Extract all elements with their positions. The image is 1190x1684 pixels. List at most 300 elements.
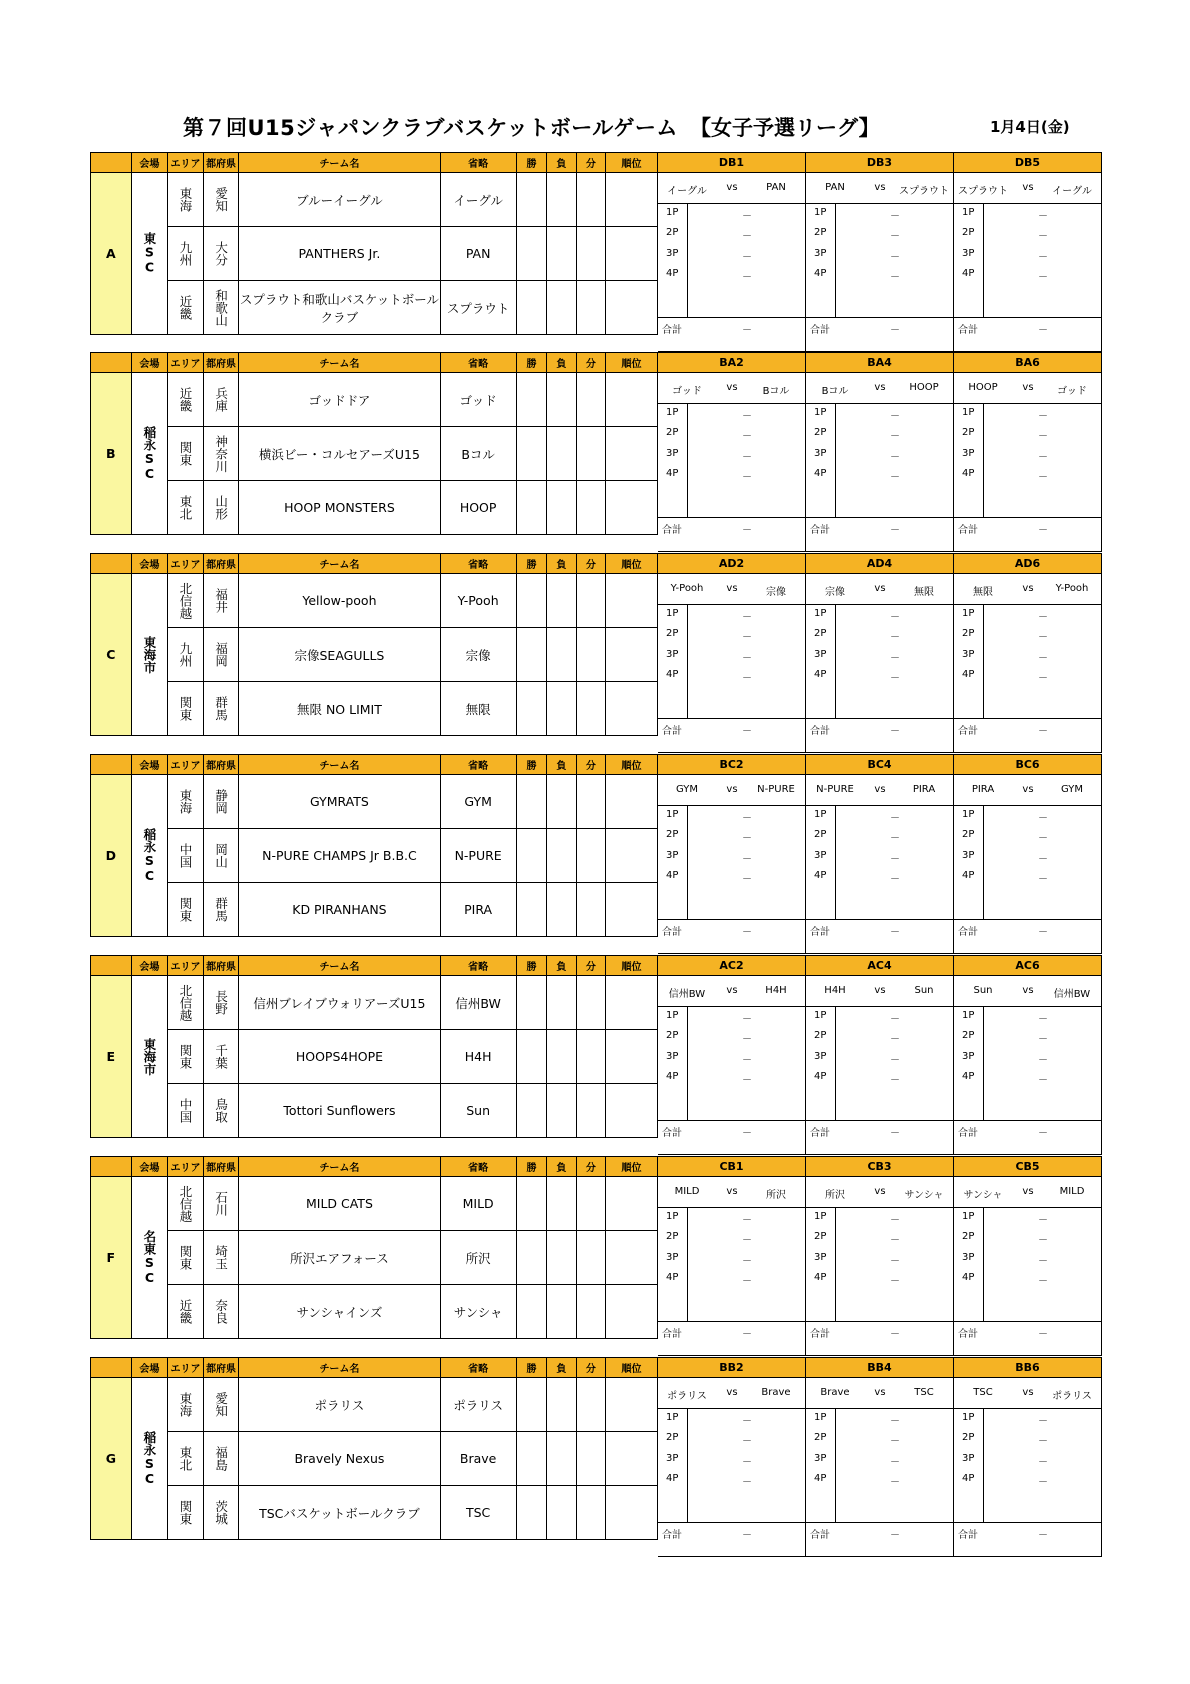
total-dash: － xyxy=(890,1329,900,1340)
period-row xyxy=(806,605,954,625)
loss-cell xyxy=(547,1231,576,1285)
score-dash: － xyxy=(742,1436,752,1447)
period-row xyxy=(658,1409,806,1429)
event-date: 1月4日(金) xyxy=(990,118,1070,136)
group-header xyxy=(91,1157,132,1177)
score-dash: － xyxy=(1038,1055,1048,1066)
pref-name: 千葉 xyxy=(213,1044,229,1069)
home-team: PAN xyxy=(825,182,845,193)
total-row xyxy=(806,719,953,739)
draw-cell xyxy=(576,1030,605,1084)
game-code: DB5 xyxy=(954,153,1101,173)
matchup-row xyxy=(954,173,1101,204)
matchup-row xyxy=(806,173,953,204)
period-label: 3P xyxy=(666,448,679,459)
score-dash: － xyxy=(742,1235,752,1246)
period-label: 2P xyxy=(814,829,827,840)
area-name: 中国 xyxy=(178,1098,193,1123)
abbr-header: 省略 xyxy=(440,353,516,373)
area-name: 近畿 xyxy=(178,1299,193,1324)
team-row xyxy=(91,1177,658,1231)
draw-cell xyxy=(576,775,605,829)
team-header: チーム名 xyxy=(239,153,440,173)
pref-cell xyxy=(203,427,239,481)
period-label: 2P xyxy=(814,227,827,238)
total-row xyxy=(954,318,1101,338)
game-box xyxy=(954,152,1102,352)
period-row xyxy=(658,1269,806,1289)
total-label: 合計 xyxy=(810,1530,830,1541)
period-scores xyxy=(954,1007,1101,1121)
period-label: 3P xyxy=(962,1051,975,1062)
venue-header: 会場 xyxy=(131,153,168,173)
matchup-row xyxy=(658,173,805,204)
game-box xyxy=(658,754,806,954)
loss-cell xyxy=(547,1177,576,1231)
pref-name: 福井 xyxy=(213,588,229,613)
period-label: 3P xyxy=(962,448,975,459)
period-row xyxy=(806,204,954,224)
game-code: BC4 xyxy=(806,755,953,775)
game-code: AD4 xyxy=(806,554,953,574)
area-cell xyxy=(168,1177,204,1231)
area-cell xyxy=(168,173,204,227)
rank-header: 順位 xyxy=(606,554,658,574)
loss-header: 負 xyxy=(547,554,576,574)
total-dash: － xyxy=(1038,525,1048,536)
venue-cell xyxy=(131,775,168,937)
rank-cell xyxy=(606,1084,658,1138)
pref-cell xyxy=(203,976,239,1030)
score-dash: － xyxy=(1038,833,1048,844)
total-label: 合計 xyxy=(958,325,978,336)
venue-name: 稲永SC xyxy=(141,828,157,883)
team-row xyxy=(91,281,658,335)
score-dash: － xyxy=(890,1477,900,1488)
draw-header: 分 xyxy=(576,1358,605,1378)
score-dash: － xyxy=(742,1457,752,1468)
away-team: GYM xyxy=(1061,784,1083,795)
pref-name: 鳥取 xyxy=(213,1098,229,1123)
score-dash: － xyxy=(890,1256,900,1267)
period-label: 2P xyxy=(666,829,679,840)
period-row xyxy=(806,1409,954,1429)
period-row xyxy=(806,265,954,285)
vs-label: vs xyxy=(874,182,886,193)
matchup-row xyxy=(806,574,953,605)
score-dash: － xyxy=(1038,653,1048,664)
period-row xyxy=(806,1228,954,1248)
standings-table xyxy=(90,1357,658,1540)
score-dash: － xyxy=(890,472,900,483)
period-row xyxy=(658,625,806,645)
vs-label: vs xyxy=(1022,784,1034,795)
team-name: 横浜ビー・コルセアーズU15 xyxy=(239,427,440,481)
period-label: 3P xyxy=(666,649,679,660)
win-header: 勝 xyxy=(516,1358,546,1378)
pref-cell xyxy=(203,281,239,335)
period-label: 1P xyxy=(962,608,975,619)
period-row xyxy=(658,1048,806,1068)
team-name: 無限 NO LIMIT xyxy=(239,682,440,736)
home-team: Brave xyxy=(820,1387,850,1398)
total-row xyxy=(658,1523,805,1543)
loss-header: 負 xyxy=(547,1157,576,1177)
team-abbr: スプラウト xyxy=(440,281,516,335)
period-label: 2P xyxy=(962,1432,975,1443)
period-label: 2P xyxy=(814,1432,827,1443)
period-label: 1P xyxy=(962,1211,975,1222)
team-row xyxy=(91,883,658,937)
score-dash: － xyxy=(890,1014,900,1025)
score-dash: － xyxy=(890,1457,900,1468)
score-dash: － xyxy=(1038,854,1048,865)
rank-cell xyxy=(606,682,658,736)
total-dash: － xyxy=(1038,1329,1048,1340)
period-row xyxy=(658,465,806,485)
total-label: 合計 xyxy=(662,1128,682,1139)
period-label: 4P xyxy=(666,1473,679,1484)
score-dash: － xyxy=(742,1215,752,1226)
home-team: 所沢 xyxy=(825,1190,845,1201)
team-abbr: イーグル xyxy=(440,173,516,227)
vs-label: vs xyxy=(874,382,886,393)
games-area xyxy=(658,152,1102,352)
game-box xyxy=(658,1357,806,1557)
venue-name: 東海市 xyxy=(141,635,157,674)
home-team: N-PURE xyxy=(816,784,854,795)
period-label: 3P xyxy=(666,1453,679,1464)
team-name: ゴッドドア xyxy=(239,373,440,427)
pref-name: 静岡 xyxy=(213,789,229,814)
game-code: BB6 xyxy=(954,1358,1101,1378)
matchup-row xyxy=(658,1177,805,1208)
team-row xyxy=(91,427,658,481)
pref-name: 長野 xyxy=(213,990,229,1015)
games-area xyxy=(658,1357,1102,1557)
period-row xyxy=(954,224,1102,244)
period-label: 3P xyxy=(962,850,975,861)
group-header xyxy=(91,153,132,173)
total-label: 合計 xyxy=(662,1530,682,1541)
pref-name: 福島 xyxy=(213,1446,229,1471)
area-name: 東海 xyxy=(178,1392,193,1417)
score-dash: － xyxy=(742,673,752,684)
group-label: E xyxy=(91,976,132,1138)
period-row xyxy=(806,867,954,887)
loss-cell xyxy=(547,1486,576,1540)
area-header: エリア xyxy=(168,353,204,373)
period-label: 2P xyxy=(962,427,975,438)
rank-cell xyxy=(606,173,658,227)
period-label: 4P xyxy=(962,1473,975,1484)
area-cell xyxy=(168,373,204,427)
area-name: 関東 xyxy=(178,897,193,922)
period-label: 1P xyxy=(666,1412,679,1423)
game-code: BC6 xyxy=(954,755,1101,775)
period-row xyxy=(954,1048,1102,1068)
pref-cell xyxy=(203,227,239,281)
period-label: 3P xyxy=(666,850,679,861)
team-row xyxy=(91,373,658,427)
total-dash: － xyxy=(1038,325,1048,336)
period-label: 2P xyxy=(666,1432,679,1443)
total-dash: － xyxy=(890,927,900,938)
score-dash: － xyxy=(1038,431,1048,442)
area-name: 近畿 xyxy=(178,387,193,412)
pref-cell xyxy=(203,775,239,829)
matchup-row xyxy=(954,1177,1101,1208)
game-box xyxy=(806,1357,954,1557)
period-scores xyxy=(954,806,1101,920)
pref-cell xyxy=(203,1177,239,1231)
total-row xyxy=(658,318,805,338)
venue-header: 会場 xyxy=(131,353,168,373)
win-cell xyxy=(516,481,546,535)
game-code: DB1 xyxy=(658,153,805,173)
win-cell xyxy=(516,628,546,682)
total-label: 合計 xyxy=(810,726,830,737)
loss-cell xyxy=(547,227,576,281)
home-team: PIRA xyxy=(971,784,995,795)
win-header: 勝 xyxy=(516,153,546,173)
period-row xyxy=(806,625,954,645)
matchup-row xyxy=(658,1378,805,1409)
team-header: チーム名 xyxy=(239,353,440,373)
period-row xyxy=(806,1249,954,1269)
score-dash: － xyxy=(890,252,900,263)
area-cell xyxy=(168,574,204,628)
total-label: 合計 xyxy=(810,927,830,938)
rank-cell xyxy=(606,1177,658,1231)
period-scores xyxy=(954,204,1101,318)
area-name: 関東 xyxy=(178,1500,193,1525)
team-row xyxy=(91,976,658,1030)
venue-header: 会場 xyxy=(131,554,168,574)
vs-label: vs xyxy=(1022,985,1034,996)
win-header: 勝 xyxy=(516,1157,546,1177)
period-scores xyxy=(806,204,953,318)
win-cell xyxy=(516,1378,546,1432)
team-name: PANTHERS Jr. xyxy=(239,227,440,281)
period-label: 3P xyxy=(962,649,975,660)
win-header: 勝 xyxy=(516,755,546,775)
home-team: スプラウト xyxy=(958,186,1008,197)
loss-cell xyxy=(547,574,576,628)
win-header: 勝 xyxy=(516,956,546,976)
draw-cell xyxy=(576,1486,605,1540)
score-dash: － xyxy=(742,231,752,242)
pref-cell xyxy=(203,1030,239,1084)
score-dash: － xyxy=(1038,211,1048,222)
period-row xyxy=(806,445,954,465)
period-row xyxy=(658,1068,806,1088)
period-scores xyxy=(954,1208,1101,1322)
abbr-header: 省略 xyxy=(440,554,516,574)
total-label: 合計 xyxy=(810,525,830,536)
score-dash: － xyxy=(1038,1457,1048,1468)
loss-cell xyxy=(547,1432,576,1486)
period-label: 1P xyxy=(666,809,679,820)
score-dash: － xyxy=(742,411,752,422)
game-box xyxy=(954,1357,1102,1557)
score-dash: － xyxy=(890,1276,900,1287)
draw-cell xyxy=(576,829,605,883)
team-abbr: サンシャ xyxy=(440,1285,516,1339)
venue-header: 会場 xyxy=(131,755,168,775)
total-row xyxy=(954,719,1101,739)
total-label: 合計 xyxy=(810,325,830,336)
period-row xyxy=(658,847,806,867)
period-label: 4P xyxy=(666,1071,679,1082)
area-name: 関東 xyxy=(178,1245,193,1270)
total-dash: － xyxy=(742,1530,752,1541)
pref-header: 都府県 xyxy=(203,1358,239,1378)
rank-cell xyxy=(606,829,658,883)
rank-cell xyxy=(606,427,658,481)
win-cell xyxy=(516,1177,546,1231)
area-name: 北信越 xyxy=(178,581,193,620)
venue-cell xyxy=(131,1177,168,1339)
pref-name: 兵庫 xyxy=(213,387,229,412)
total-row xyxy=(658,1121,805,1141)
period-label: 3P xyxy=(962,1252,975,1263)
loss-cell xyxy=(547,281,576,335)
period-row xyxy=(806,847,954,867)
draw-cell xyxy=(576,1378,605,1432)
team-header: チーム名 xyxy=(239,554,440,574)
period-label: 3P xyxy=(814,1051,827,1062)
period-label: 2P xyxy=(814,628,827,639)
pref-header: 都府県 xyxy=(203,755,239,775)
total-dash: － xyxy=(742,325,752,336)
loss-header: 負 xyxy=(547,755,576,775)
venue-name: 東海市 xyxy=(141,1037,157,1076)
game-code: DB3 xyxy=(806,153,953,173)
away-team: ゴッド xyxy=(1057,386,1087,397)
period-label: 2P xyxy=(814,1231,827,1242)
game-code: BB2 xyxy=(658,1358,805,1378)
total-dash: － xyxy=(1038,1530,1048,1541)
loss-cell xyxy=(547,1030,576,1084)
team-abbr: GYM xyxy=(440,775,516,829)
score-dash: － xyxy=(890,231,900,242)
total-dash: － xyxy=(1038,726,1048,737)
away-team: H4H xyxy=(765,985,787,996)
total-dash: － xyxy=(742,1329,752,1340)
score-dash: － xyxy=(1038,1075,1048,1086)
away-team: PIRA xyxy=(912,784,936,795)
win-cell xyxy=(516,1084,546,1138)
total-label: 合計 xyxy=(958,1128,978,1139)
game-box xyxy=(658,1156,806,1356)
score-dash: － xyxy=(890,272,900,283)
total-dash: － xyxy=(890,525,900,536)
score-dash: － xyxy=(890,833,900,844)
team-row xyxy=(91,1486,658,1540)
team-name: Bravely Nexus xyxy=(239,1432,440,1486)
away-team: Sun xyxy=(914,985,934,996)
score-dash: － xyxy=(1038,1034,1048,1045)
draw-header: 分 xyxy=(576,554,605,574)
draw-cell xyxy=(576,427,605,481)
venue-name: 名東SC xyxy=(141,1230,157,1285)
page-subtitle: 【女子予選リーグ】 xyxy=(690,116,880,140)
win-cell xyxy=(516,281,546,335)
area-cell xyxy=(168,682,204,736)
area-cell xyxy=(168,1231,204,1285)
loss-header: 負 xyxy=(547,153,576,173)
home-team: 信州BW xyxy=(668,989,706,1000)
period-row xyxy=(806,1007,954,1027)
abbr-header: 省略 xyxy=(440,1157,516,1177)
period-label: 2P xyxy=(666,1231,679,1242)
team-abbr: N-PURE xyxy=(440,829,516,883)
period-label: 4P xyxy=(666,669,679,680)
area-name: 関東 xyxy=(178,441,193,466)
pref-cell xyxy=(203,682,239,736)
period-label: 1P xyxy=(814,207,827,218)
period-scores xyxy=(954,404,1101,518)
game-box xyxy=(954,1156,1102,1356)
games-area xyxy=(658,754,1102,954)
game-code: BB4 xyxy=(806,1358,953,1378)
total-row xyxy=(954,1121,1101,1141)
game-box xyxy=(806,152,954,352)
team-row xyxy=(91,227,658,281)
score-dash: － xyxy=(890,411,900,422)
period-row xyxy=(658,605,806,625)
game-box xyxy=(806,955,954,1155)
total-dash: － xyxy=(742,1128,752,1139)
score-dash: － xyxy=(742,1055,752,1066)
score-dash: － xyxy=(890,211,900,222)
score-dash: － xyxy=(890,813,900,824)
area-name: 関東 xyxy=(178,696,193,721)
team-name: N-PURE CHAMPS Jr B.B.C xyxy=(239,829,440,883)
team-row xyxy=(91,1030,658,1084)
period-row xyxy=(954,245,1102,265)
area-name: 東海 xyxy=(178,187,193,212)
team-row xyxy=(91,628,658,682)
period-row xyxy=(954,465,1102,485)
team-row xyxy=(91,1285,658,1339)
vs-label: vs xyxy=(726,985,738,996)
period-label: 4P xyxy=(666,870,679,881)
vs-label: vs xyxy=(874,1387,886,1398)
period-row xyxy=(806,224,954,244)
area-name: 東北 xyxy=(178,495,193,520)
game-code: BA4 xyxy=(806,353,953,373)
area-header: エリア xyxy=(168,956,204,976)
draw-cell xyxy=(576,976,605,1030)
rank-cell xyxy=(606,1285,658,1339)
home-team: MILD xyxy=(674,1186,700,1197)
pref-header: 都府県 xyxy=(203,153,239,173)
pref-cell xyxy=(203,1084,239,1138)
period-row xyxy=(954,666,1102,686)
draw-cell xyxy=(576,883,605,937)
rank-cell xyxy=(606,1231,658,1285)
away-team: Bコル xyxy=(762,386,790,397)
period-row xyxy=(658,646,806,666)
pref-cell xyxy=(203,574,239,628)
score-dash: － xyxy=(1038,612,1048,623)
team-abbr: Sun xyxy=(440,1084,516,1138)
matchup-row xyxy=(954,574,1101,605)
score-dash: － xyxy=(1038,1235,1048,1246)
period-label: 3P xyxy=(666,248,679,259)
